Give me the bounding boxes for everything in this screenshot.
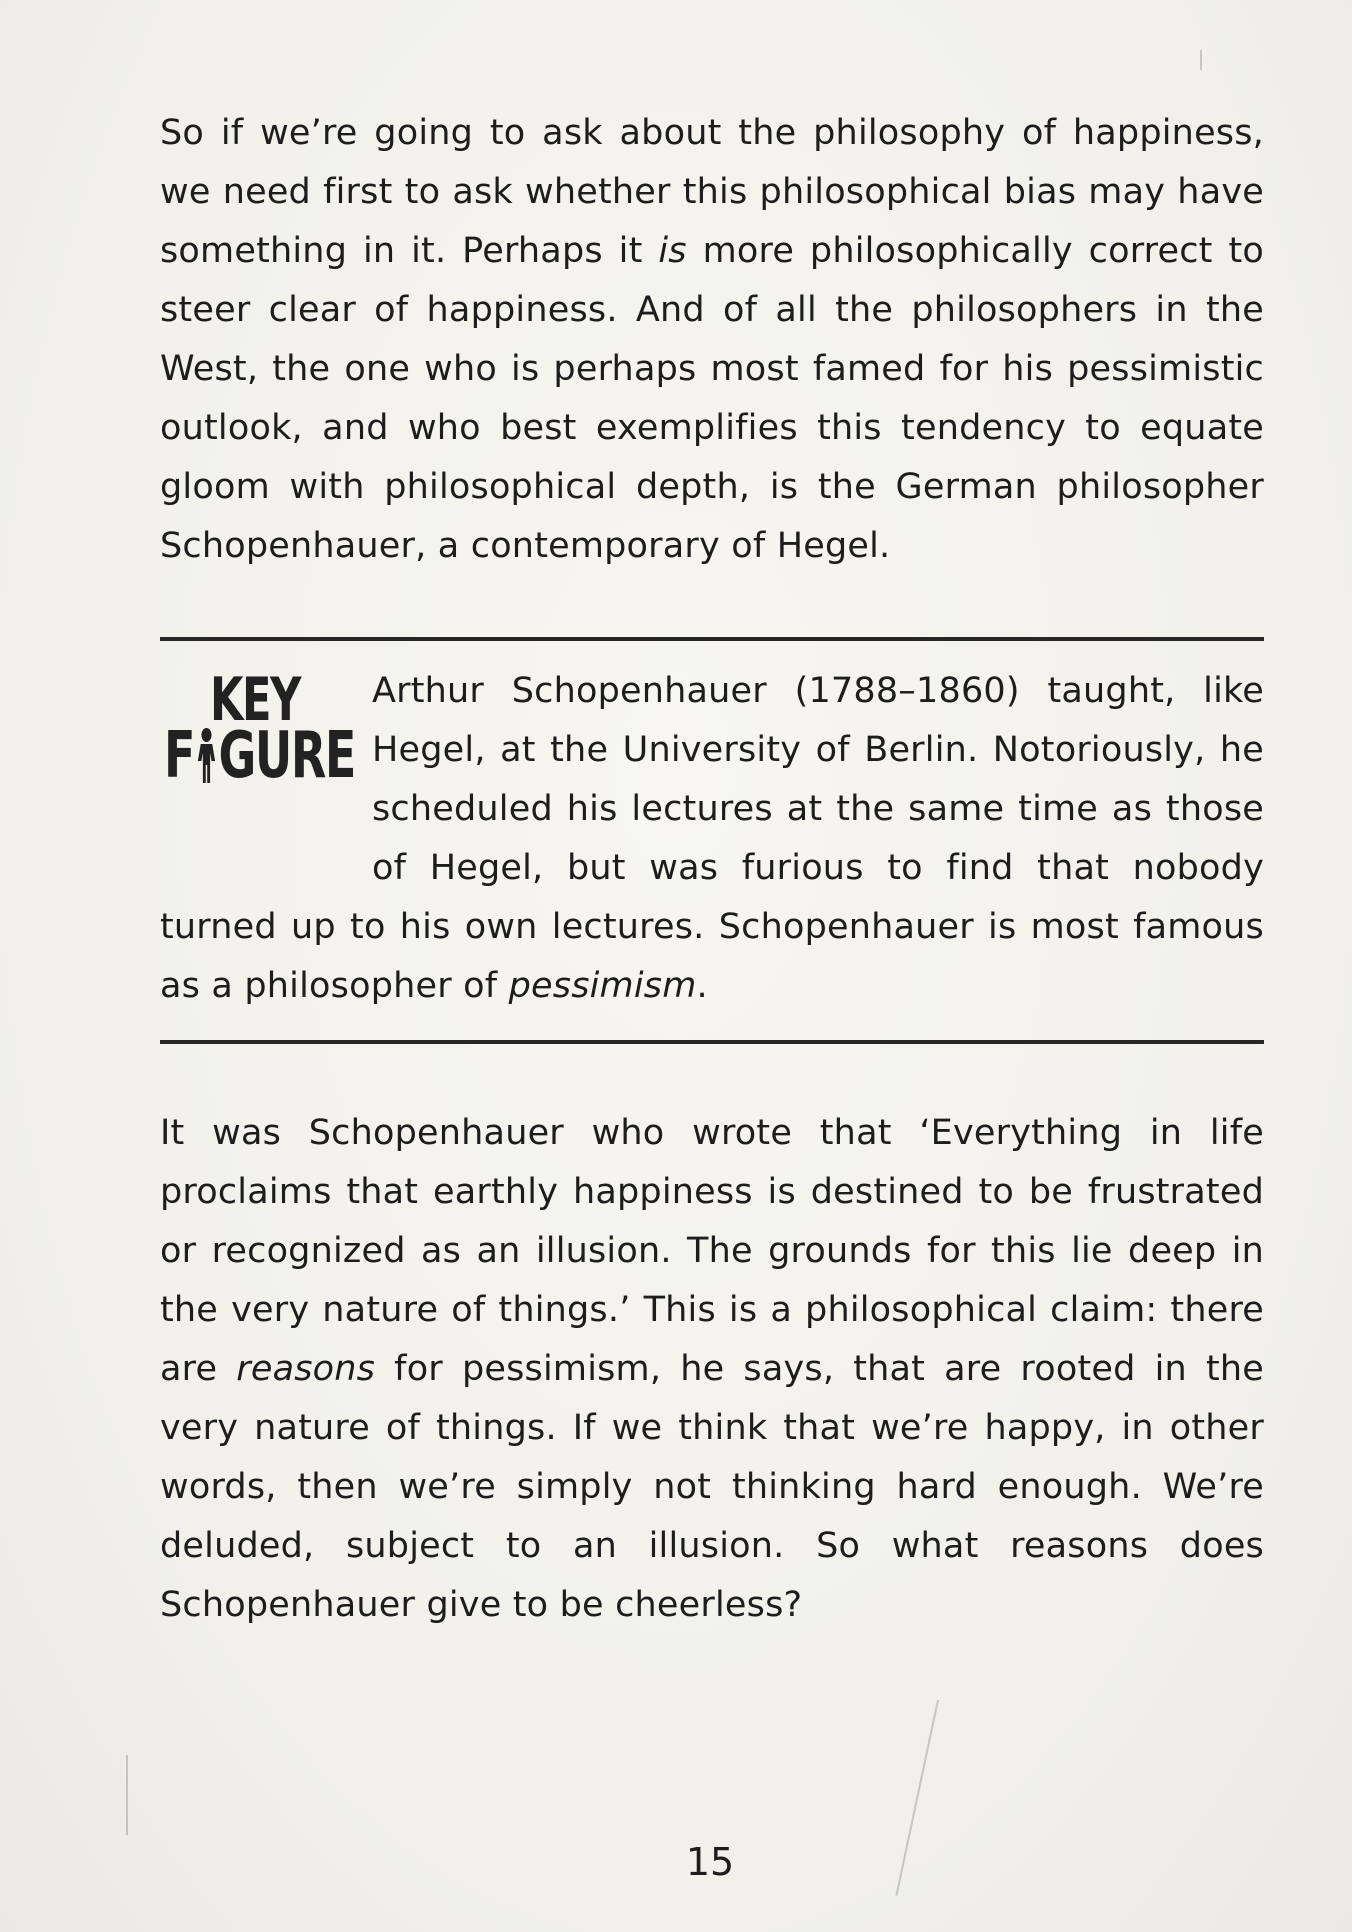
key-figure-logo-f: F [164,719,195,793]
paragraph-3-emphasis: reasons [236,1349,376,1389]
key-figure-logo-key: KEY [210,665,300,735]
page-number: 15 [685,1840,735,1884]
key-figure-top-rule [160,637,1264,641]
paragraph-1-text-b: more philosophically correct to steer clear of happiness. And of all the philosophers in the West, the one who is perhaps most famed for his pessimistic outlook, and who best exemplifies this tendency to equate gloom with philosophical depth, is the German philosopher Schopenhauer, a contemporary of Hegel. [160,231,1264,566]
paragraph-3-text-b: for pessimism, he says, that are rooted in the very nature of things. If we think that we’re happy, in other words, then we’re simply not thinking hard enough. We’re deluded, subject to an illusion. So what reasons does Schopenhauer give to be cheerless? [160,1349,1264,1625]
key-figure-text-b: . [696,966,708,1006]
person-icon [194,727,218,783]
page-crease-mark [1200,50,1202,70]
key-figure-logo [160,665,372,847]
key-figure-box [160,662,1264,1016]
key-figure-bottom-rule [160,1040,1264,1044]
paragraph-1-text-a: So if we’re going to ask about the philosophy of happiness, we need first to ask whether this philosophical bias may have something in it. Perhaps it [160,113,1264,271]
paragraph-1-emphasis: is [658,231,687,271]
page-crease-mark [126,1755,128,1835]
paragraph-3-text-a: It was Schopenhauer who wrote that ‘Everything in life proclaims that earthly happiness is destined to be frustrated or recognized as an illusion. The grounds for this lie deep in the very nature of things.’ This is a philosophical claim: there are [160,1113,1264,1389]
key-figure-emphasis: pessimism [508,966,697,1006]
key-figure-logo-figure [164,719,355,793]
paragraph-3 [160,1104,1264,1635]
paragraph-1 [160,104,1264,576]
key-figure-text-a: Arthur Schopenhauer (1788–1860) taught, like Hegel, at the University of Berlin. Notoriously, he scheduled his lectures at the same time as those of Hegel, but was furious to find that nobody turned up to his own lectures. Schopenhauer is most famous as a philosopher of [160,671,1264,1006]
key-figure-logo-gure: GURE [218,719,355,793]
